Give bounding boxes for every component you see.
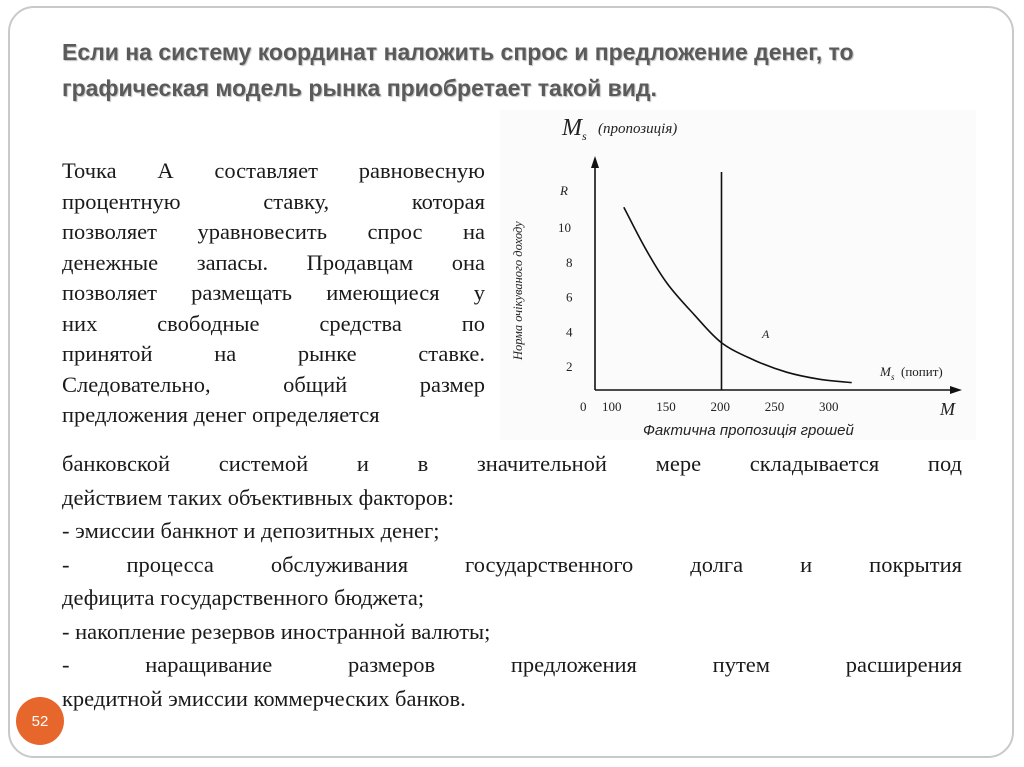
- supply-label-note: (пропозиція): [598, 121, 678, 137]
- x-axis-title: Фактична пропозиція грошей: [643, 422, 854, 439]
- list-item: - наращивание размеров предложения путем расширения: [62, 652, 962, 677]
- y-tick-label: 2: [566, 359, 573, 374]
- list-item: - эмиссии банкнот и депозитных денег;: [62, 518, 440, 543]
- intro-line: Точка А составляет равновесную: [62, 158, 485, 183]
- money-demand-curve: [624, 207, 852, 382]
- intro-paragraph: [62, 156, 485, 431]
- list-item: - накопление резервов иностранной валюты;: [62, 618, 491, 644]
- y-axis-letter: R: [560, 183, 568, 198]
- chart-svg: [500, 110, 976, 440]
- x-tick-label: 300: [819, 399, 839, 414]
- y-tick-label: 10: [558, 220, 571, 235]
- demand-label-m: M: [880, 364, 891, 379]
- demand-label-note: (попит): [901, 364, 943, 379]
- y-axis-title: Норма очікуваного доходу: [511, 221, 525, 360]
- list-item-continuation: дефицита государственного бюджета;: [62, 585, 425, 610]
- y-tick-label: 6: [566, 289, 573, 305]
- y-tick-labels: [558, 220, 573, 374]
- x-axis-arrow: [950, 386, 962, 394]
- intro-line: процентную ставку, которая: [62, 188, 485, 214]
- intro-line: них свободные средства по: [62, 310, 485, 336]
- supply-label-m: M: [562, 115, 582, 141]
- intro-line: принятой на рынке ставке.: [62, 341, 485, 366]
- x-axis-letter: M: [940, 399, 955, 419]
- page-number-badge: 52: [16, 697, 64, 745]
- intro-line: Следовательно, общий размер: [62, 371, 485, 397]
- x-tick-label: 0: [580, 399, 587, 414]
- list-item-continuation: кредитной эмиссии коммерческих банков.: [62, 685, 466, 711]
- x-tick-label: 250: [764, 399, 785, 414]
- point-a-label: A: [762, 327, 770, 341]
- slide-title: Если на систему координат наложить спрос и предложение денег, то графическая модель рынка приобретает такой вид.: [62, 39, 854, 101]
- supply-label-sub: s: [582, 129, 587, 143]
- intro-line: денежные запасы. Продавцам она: [62, 249, 485, 275]
- body-paragraph: [62, 449, 962, 717]
- y-axis-arrow: [591, 156, 599, 168]
- x-tick-labels: [580, 399, 839, 414]
- body-line: банковской системой и в значительной мере складывается под: [62, 451, 962, 476]
- y-tick-label: 4: [566, 324, 573, 340]
- demand-label-sub: s: [891, 372, 895, 382]
- x-tick-label: 150: [656, 399, 676, 414]
- x-tick-label: 200: [710, 399, 730, 414]
- money-market-chart: [500, 110, 976, 440]
- intro-line: предложения денег определяется: [62, 402, 380, 427]
- x-tick-label: 100: [602, 399, 622, 414]
- intro-line: позволяет уравновесить спрос на: [62, 219, 485, 244]
- body-line: действием таких объективных факторов:: [62, 484, 455, 510]
- y-tick-label: 8: [566, 254, 573, 270]
- list-item: - процесса обслуживания государственного долга и покрытия: [62, 551, 962, 577]
- intro-line: позволяет размещать имеющиеся у: [62, 280, 485, 305]
